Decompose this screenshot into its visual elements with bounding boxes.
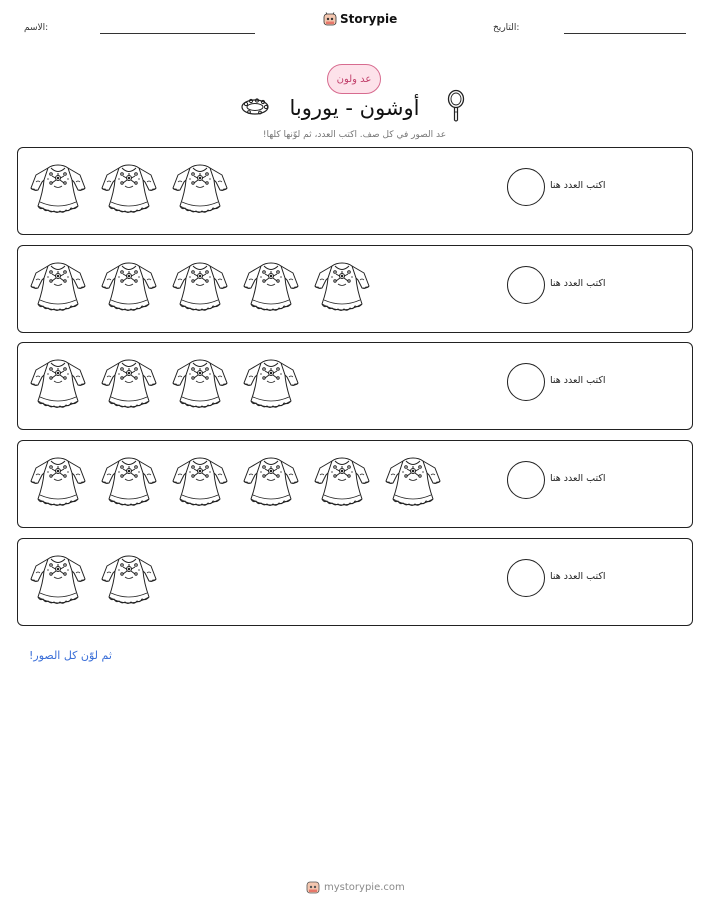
counting-row	[17, 538, 693, 626]
answer-circle[interactable]	[507, 461, 545, 499]
dress-icon	[243, 357, 299, 411]
storypie-logo-icon	[306, 880, 320, 894]
footer-brand	[306, 880, 405, 894]
counting-row	[17, 245, 693, 333]
dress-icon	[30, 455, 86, 509]
dress-icon	[30, 162, 86, 216]
brand-name: Storypie	[340, 12, 398, 26]
counting-row	[17, 440, 693, 528]
answer-circle[interactable]	[507, 363, 545, 401]
hand-mirror-icon	[446, 89, 466, 123]
dress-icon	[30, 553, 86, 607]
dress-group	[30, 162, 228, 216]
dress-icon	[30, 260, 86, 314]
counting-row	[17, 342, 693, 430]
dress-group	[30, 553, 157, 607]
write-number-label: اكتب العدد هنا	[550, 375, 606, 386]
brand-logo	[323, 12, 397, 26]
date-line[interactable]	[564, 33, 686, 34]
dress-icon	[101, 553, 157, 607]
name-label: الاسم:	[24, 23, 49, 33]
answer-circle[interactable]	[507, 266, 545, 304]
dress-icon	[172, 162, 228, 216]
dress-icon	[172, 357, 228, 411]
name-line[interactable]	[100, 33, 255, 34]
dress-group	[30, 455, 441, 509]
dress-icon	[101, 455, 157, 509]
answer-circle[interactable]	[507, 559, 545, 597]
answer-circle[interactable]	[507, 168, 545, 206]
write-number-label: اكتب العدد هنا	[550, 473, 606, 484]
write-number-label: اكتب العدد هنا	[550, 278, 606, 289]
dress-icon	[101, 162, 157, 216]
dress-icon	[314, 455, 370, 509]
counting-row	[17, 147, 693, 235]
activity-badge: عد ولون	[327, 64, 381, 94]
footer-site: mystorypie.com	[324, 881, 405, 893]
dress-icon	[172, 260, 228, 314]
storypie-logo-icon	[323, 12, 337, 26]
write-number-label: اكتب العدد هنا	[550, 180, 606, 191]
write-number-label: اكتب العدد هنا	[550, 571, 606, 582]
dress-icon	[243, 455, 299, 509]
date-label: التاريخ:	[493, 23, 520, 33]
dress-icon	[314, 260, 370, 314]
dress-icon	[101, 357, 157, 411]
dress-icon	[385, 455, 441, 509]
dress-icon	[30, 357, 86, 411]
page-title: أوشون - يوروبا	[289, 96, 420, 120]
dress-group	[30, 260, 370, 314]
dress-icon	[101, 260, 157, 314]
dress-group	[30, 357, 299, 411]
color-instruction: ثم لوّن كل الصور!	[29, 649, 112, 662]
dress-icon	[243, 260, 299, 314]
instructions: عد الصور في كل صف. اكتب العدد، ثم لوّنها كلها!	[262, 130, 447, 140]
dress-icon	[172, 455, 228, 509]
